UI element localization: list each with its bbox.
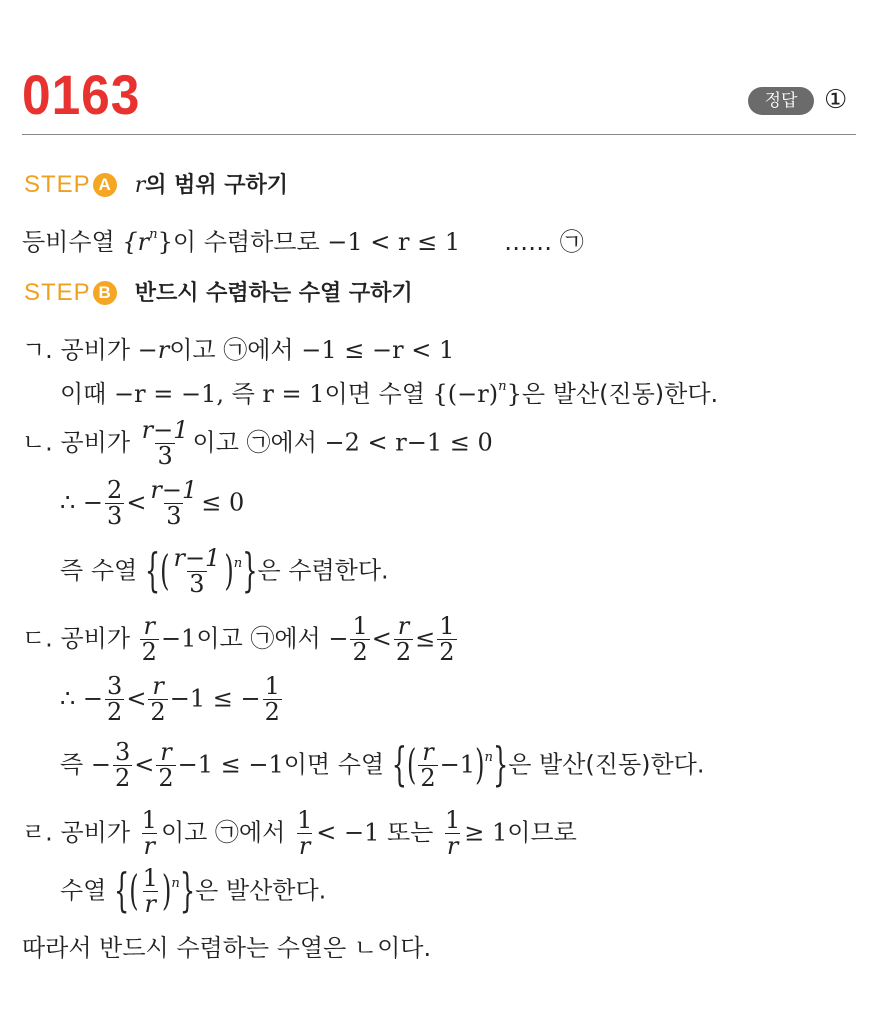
item-marker: ㄷ. xyxy=(22,624,53,653)
range-inequality: −1 < r ≤ 1 xyxy=(327,228,461,256)
item-r-line1 xyxy=(22,808,577,859)
denominator: 2 xyxy=(395,638,412,667)
inequality-mid: −1 ≤ −1 xyxy=(177,750,284,779)
denominator: r xyxy=(298,832,311,861)
fraction xyxy=(140,418,191,469)
equation: r = 1 xyxy=(262,380,325,408)
fraction xyxy=(437,614,456,665)
minus: − xyxy=(82,684,104,713)
denominator: 2 xyxy=(107,698,123,727)
step-a-circle-icon: A xyxy=(93,173,117,197)
numerator: 3 xyxy=(107,672,123,700)
step-a-heading xyxy=(24,168,288,199)
sequence xyxy=(433,380,522,408)
inequality-end: ≤ 0 xyxy=(201,488,245,517)
denominator: 2 xyxy=(158,764,174,793)
seq-exp: n xyxy=(171,875,180,891)
fraction xyxy=(295,808,314,859)
equation-marker: …… ㉠ xyxy=(504,228,584,256)
fraction xyxy=(443,808,462,859)
fraction xyxy=(148,674,167,725)
problem-number: 0163 xyxy=(22,63,141,126)
denominator: 2 xyxy=(352,638,368,667)
fraction xyxy=(105,478,124,529)
inequality: −2 < r−1 ≤ 0 xyxy=(324,428,493,457)
item-g-line1 xyxy=(22,330,454,365)
numerator: r xyxy=(143,612,156,640)
inequality-mid: −1 ≤ − xyxy=(169,684,261,713)
minus: − xyxy=(90,750,111,779)
text: 이면 수열 xyxy=(324,380,433,408)
numerator: r−1 xyxy=(141,416,189,444)
item-n-line1 xyxy=(22,418,493,469)
answer-badge xyxy=(748,87,814,115)
fraction xyxy=(418,740,437,791)
text: 즉 xyxy=(60,750,91,779)
denominator: 2 xyxy=(150,698,166,727)
fraction xyxy=(148,478,199,529)
denominator: r xyxy=(144,890,157,919)
step-a-var: r xyxy=(134,173,146,198)
brace-close: } xyxy=(179,864,196,918)
fraction xyxy=(350,614,369,665)
brace-open: { xyxy=(114,864,130,918)
step-b-circle-icon: B xyxy=(93,281,117,305)
denominator: 3 xyxy=(107,502,123,531)
less-than: < xyxy=(126,488,147,517)
paren-open: ( xyxy=(129,866,139,915)
brace-close: } xyxy=(492,738,509,792)
paren-close: ) xyxy=(161,866,172,915)
less-equal: ≤ xyxy=(415,624,436,653)
step-a-label: STEP xyxy=(24,171,91,198)
inequality: < −1 xyxy=(316,818,380,847)
denominator: 3 xyxy=(189,570,205,599)
fraction xyxy=(171,546,222,597)
item-n-line2 xyxy=(60,478,244,529)
brace-open: { xyxy=(144,544,161,598)
seq-base: {r xyxy=(122,228,150,256)
paren-open: ( xyxy=(407,740,417,789)
text: 은 발산(진동)한다. xyxy=(508,750,705,779)
denominator: 3 xyxy=(166,502,182,531)
step-b-heading xyxy=(24,276,413,307)
text: 이고 ㉠에서 xyxy=(192,428,325,457)
seq-exp: n xyxy=(484,749,493,765)
item-marker: ㄴ. xyxy=(22,428,53,457)
seq-close: } xyxy=(506,380,522,408)
answer-value: ① xyxy=(824,85,848,115)
fraction xyxy=(113,740,132,791)
numerator: r xyxy=(160,738,172,766)
seq-exp: n xyxy=(233,555,243,571)
seq-base: {(−r) xyxy=(432,380,499,408)
inequality: ≥ 1 xyxy=(464,818,508,847)
numerator: 1 xyxy=(141,806,157,834)
text: 이면 수열 xyxy=(283,750,392,779)
text: 즉 xyxy=(223,380,263,408)
numerator: 1 xyxy=(142,864,158,892)
text: 이고 ㉠에서 xyxy=(196,624,329,653)
text: 은 수렴한다. xyxy=(257,556,389,585)
less-than: < xyxy=(371,624,392,653)
item-n-line3 xyxy=(60,546,389,597)
brace-open: { xyxy=(391,738,408,792)
numerator: r xyxy=(422,738,434,766)
seq-close: } xyxy=(157,228,173,256)
item-r-line2 xyxy=(60,866,326,917)
text: 이 수렴하므로 xyxy=(172,228,328,256)
step-a-title-text: 의 범위 구하기 xyxy=(145,173,289,198)
numerator: 3 xyxy=(114,738,131,766)
denominator: 2 xyxy=(141,638,157,667)
paren-close: ) xyxy=(224,546,234,595)
text: 공비가 xyxy=(60,624,138,653)
paren-open: ( xyxy=(160,546,170,595)
less-than: < xyxy=(126,684,147,713)
fraction xyxy=(140,614,159,665)
answer-badge-label: 정답 xyxy=(764,91,798,111)
text: 공비가 xyxy=(60,336,138,364)
fraction xyxy=(140,808,159,859)
therefore-icon: ∴ xyxy=(60,684,76,713)
seq-exp: n xyxy=(498,379,507,395)
text: 등비수열 xyxy=(22,228,123,256)
equation: −r = −1, xyxy=(114,380,224,408)
text: 이고 ㉠에서 xyxy=(160,818,293,847)
fraction xyxy=(141,866,160,917)
text: 또는 xyxy=(379,818,441,847)
text: 공비가 xyxy=(60,428,138,457)
minus: − xyxy=(328,624,349,653)
numerator: 1 xyxy=(352,612,368,640)
denominator: 3 xyxy=(157,442,173,471)
item-marker: ㄹ. xyxy=(22,818,53,847)
step-a-title xyxy=(135,173,288,198)
seq-r-n xyxy=(122,228,173,256)
step-b-title: 반드시 수렴하는 수열 구하기 xyxy=(134,281,413,306)
fraction xyxy=(263,674,282,725)
fraction xyxy=(394,614,413,665)
text: 은 발산한다. xyxy=(195,876,327,905)
denominator: r xyxy=(446,832,459,861)
text: 이때 xyxy=(60,380,114,408)
numerator: 2 xyxy=(107,476,123,504)
text: 이므로 xyxy=(507,818,577,847)
text: 이고 ㉠에서 xyxy=(169,336,302,364)
text: 즉 수열 xyxy=(60,556,145,585)
header-divider xyxy=(22,134,856,135)
denominator: 2 xyxy=(439,638,455,667)
denominator: r xyxy=(143,832,156,861)
denominator: 2 xyxy=(114,764,131,793)
fraction xyxy=(156,740,175,791)
denominator: 2 xyxy=(264,698,280,727)
item-g-line2 xyxy=(60,374,718,409)
seq-exp: n xyxy=(149,227,158,243)
minus-one: −1 xyxy=(439,750,476,779)
ratio: −r xyxy=(137,336,170,364)
item-marker: ㄱ. xyxy=(22,336,53,364)
item-d-line3 xyxy=(60,740,705,791)
numerator: 1 xyxy=(296,806,313,834)
text: 은 발산(진동)한다. xyxy=(521,380,719,408)
paren-close: ) xyxy=(475,740,485,789)
step-b-label: STEP xyxy=(24,279,91,306)
minus: − xyxy=(82,488,104,517)
conclusion: 따라서 반드시 수렴하는 수열은 ㄴ이다. xyxy=(22,934,432,962)
item-d-line2 xyxy=(60,674,284,725)
less-than: < xyxy=(134,750,155,779)
numerator: 1 xyxy=(264,672,280,700)
numerator: r−1 xyxy=(150,476,198,504)
brace-close: } xyxy=(242,544,258,598)
text: 수열 xyxy=(60,876,114,905)
numerator: 1 xyxy=(444,806,461,834)
item-d-line1 xyxy=(22,614,459,665)
step-a-content xyxy=(22,222,584,257)
minus-one: −1 xyxy=(160,624,197,653)
numerator: 1 xyxy=(439,612,455,640)
denominator: 2 xyxy=(420,764,436,793)
text: 공비가 xyxy=(60,818,138,847)
inequality: −1 ≤ −r < 1 xyxy=(301,336,455,364)
numerator: r xyxy=(397,612,410,640)
numerator: r−1 xyxy=(173,544,221,572)
therefore-icon: ∴ xyxy=(60,488,76,517)
numerator: r xyxy=(152,672,164,700)
fraction xyxy=(105,674,124,725)
